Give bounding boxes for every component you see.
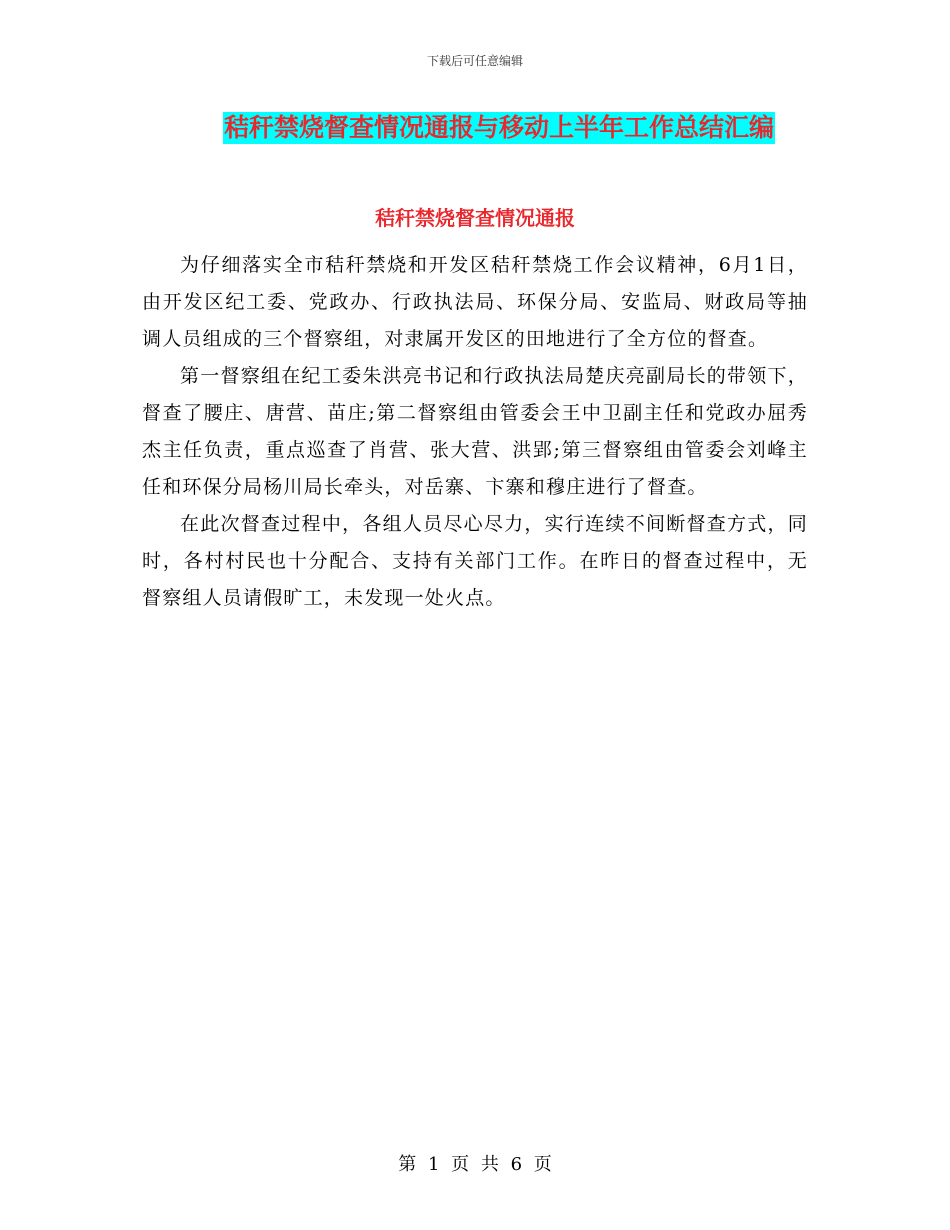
body-paragraph: 在此次督查过程中，各组人员尽心尽力，实行连续不间断督查方式，同时，各村村民也十分配合、支持有关部门工作。在昨日的督查过程中，无督察组人员请假旷工，未发现一处火点。 bbox=[142, 513, 808, 609]
body-paragraph: 第一督察组在纪工委朱洪亮书记和行政执法局楚庆亮副局长的带领下，督查了腰庄、唐营、苗庄;第二督察组由管委会王中卫副主任和党政办屈秀杰主任负责，重点巡查了肖营、张大营、洪郢;第三督察组由管委会刘峰主任和环保分局杨川局长牵头，对岳寨、卞寨和穆庄进行了督查。 bbox=[142, 365, 808, 498]
body-paragraph: 为仔细落实全市秸秆禁烧和开发区秸秆禁烧工作会议精神，6月1日，由开发区纪工委、党政办、行政执法局、环保分局、安监局、财政局等抽调人员组成的三个督察组，对隶属开发区的田地进行了全方位的督查。 bbox=[142, 254, 808, 350]
page-number-footer: 第 1 页 共 6 页 bbox=[398, 1154, 552, 1175]
section-title: 秸秆禁烧督查情况通报 bbox=[375, 206, 575, 230]
page-header-note: 下载后可任意编辑 bbox=[426, 54, 523, 68]
document-title: 秸秆禁烧督查情况通报与移动上半年工作总结汇编 bbox=[223, 113, 774, 142]
document-body bbox=[142, 247, 808, 617]
document-title-container bbox=[0, 112, 950, 144]
